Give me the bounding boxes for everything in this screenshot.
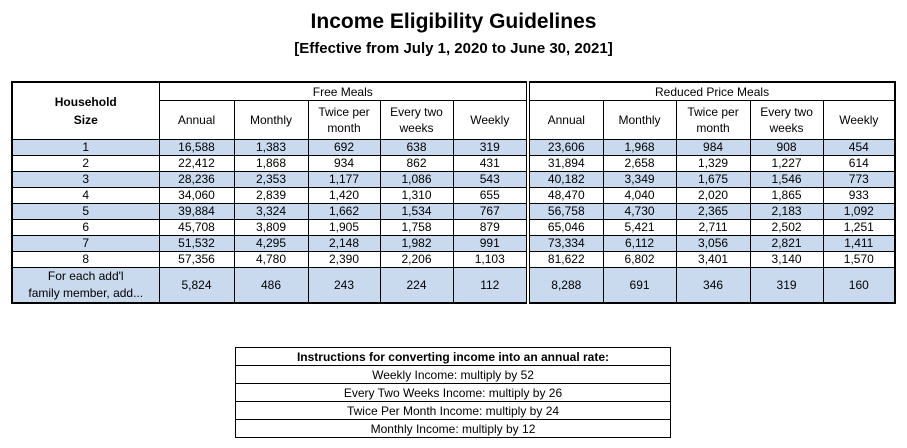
column-header-line: Every two [760,105,813,119]
free-value-cell: 934 [308,156,380,172]
reduced-value-cell: 23,606 [528,140,603,156]
household-size-cell: 7 [12,236,159,252]
reduced-value-cell: 1,570 [823,252,895,268]
reduced-value-cell: 40,182 [528,172,603,188]
free-value-cell: 692 [308,140,380,156]
reduced-value-cell: 6,112 [603,236,676,252]
reduced-additional-value: 160 [823,268,895,304]
reduced-additional-value: 691 [603,268,676,304]
free-value-cell: 543 [453,172,528,188]
table-row [12,252,895,268]
additional-label-line: For each add'l [47,269,124,283]
additional-label-line: family member, add... [28,286,144,300]
free-column-header [234,101,308,140]
reduced-value-cell: 1,968 [603,140,676,156]
reduced-value-cell: 1,251 [823,220,895,236]
column-header-line: Monthly [249,113,293,127]
table-row [12,140,895,156]
free-additional-value: 224 [380,268,453,304]
free-value-cell: 879 [453,220,528,236]
free-additional-value: 112 [453,268,528,304]
reduced-value-cell: 454 [823,140,895,156]
household-size-cell: 3 [12,172,159,188]
reduced-value-cell: 2,711 [676,220,750,236]
household-size-header [12,82,159,140]
column-header-line: month [327,121,361,135]
reduced-value-cell: 48,470 [528,188,603,204]
eligibility-table [11,81,896,304]
column-header-line: weeks [769,121,804,135]
table-row [12,220,895,236]
free-value-cell: 22,412 [159,156,234,172]
household-header-line-2: Size [73,113,98,127]
reduced-value-cell: 81,622 [528,252,603,268]
reduced-value-cell: 65,046 [528,220,603,236]
additional-member-label [12,268,159,304]
table-row [12,204,895,220]
reduced-value-cell: 2,365 [676,204,750,220]
reduced-value-cell: 4,730 [603,204,676,220]
free-column-header [159,101,234,140]
reduced-column-header [823,101,895,140]
table-row [12,236,895,252]
reduced-value-cell: 1,092 [823,204,895,220]
household-size-cell: 5 [12,204,159,220]
column-header-line: Twice per [318,105,370,119]
reduced-value-cell: 56,758 [528,204,603,220]
free-value-cell: 2,390 [308,252,380,268]
table-row [12,188,895,204]
free-value-cell: 431 [453,156,528,172]
reduced-value-cell: 2,502 [750,220,823,236]
instruction-line: Every Two Weeks Income: multiply by 26 [236,384,671,402]
instruction-line: Monthly Income: multiply by 12 [236,420,671,438]
reduced-value-cell: 6,802 [603,252,676,268]
household-size-cell: 8 [12,252,159,268]
column-header-line: Annual [177,113,216,127]
reduced-value-cell: 2,658 [603,156,676,172]
reduced-value-cell: 908 [750,140,823,156]
reduced-value-cell: 3,056 [676,236,750,252]
column-header-line: Monthly [618,113,661,127]
column-header-line: weeks [399,121,434,135]
reduced-value-cell: 4,040 [603,188,676,204]
free-value-cell: 4,780 [234,252,308,268]
reduced-value-cell: 1,227 [750,156,823,172]
free-value-cell: 28,236 [159,172,234,188]
free-value-cell: 2,839 [234,188,308,204]
free-value-cell: 2,148 [308,236,380,252]
reduced-column-header [528,101,603,140]
reduced-value-cell: 3,401 [676,252,750,268]
free-value-cell: 1,420 [308,188,380,204]
free-value-cell: 3,324 [234,204,308,220]
reduced-value-cell: 73,334 [528,236,603,252]
column-header-line: Twice per [687,105,739,119]
free-value-cell: 655 [453,188,528,204]
instruction-line: Twice Per Month Income: multiply by 24 [236,402,671,420]
reduced-value-cell: 2,821 [750,236,823,252]
column-header-line: Every two [390,105,443,119]
page-title: Income Eligibility Guidelines [310,10,597,33]
free-additional-value: 243 [308,268,380,304]
additional-member-row [12,268,895,304]
table-row [12,156,895,172]
free-value-cell: 2,353 [234,172,308,188]
free-value-cell: 991 [453,236,528,252]
household-size-cell: 1 [12,140,159,156]
column-header-line: month [696,121,730,135]
reduced-additional-value: 319 [750,268,823,304]
column-header-line: Weekly [839,113,879,127]
reduced-additional-value: 346 [676,268,750,304]
reduced-value-cell: 984 [676,140,750,156]
free-value-cell: 34,060 [159,188,234,204]
household-size-cell: 6 [12,220,159,236]
free-meals-header: Free Meals [159,82,528,101]
reduced-value-cell: 1,411 [823,236,895,252]
household-header-line-1: Household [54,95,117,109]
free-value-cell: 45,708 [159,220,234,236]
free-column-header [453,101,528,140]
reduced-value-cell: 5,421 [603,220,676,236]
free-value-cell: 1,103 [453,252,528,268]
free-value-cell: 1,982 [380,236,453,252]
free-value-cell: 1,310 [380,188,453,204]
reduced-value-cell: 3,140 [750,252,823,268]
free-additional-value: 486 [234,268,308,304]
free-value-cell: 1,383 [234,140,308,156]
instructions-header: Instructions for converting income into an annual rate: [236,348,671,366]
reduced-value-cell: 1,546 [750,172,823,188]
free-value-cell: 1,662 [308,204,380,220]
reduced-value-cell: 1,329 [676,156,750,172]
reduced-value-cell: 31,894 [528,156,603,172]
free-value-cell: 1,758 [380,220,453,236]
free-value-cell: 57,356 [159,252,234,268]
page-subtitle: [Effective from July 1, 2020 to June 30, 2021] [294,40,613,57]
instruction-line: Weekly Income: multiply by 52 [236,366,671,384]
free-value-cell: 319 [453,140,528,156]
column-header-line: Annual [547,113,585,127]
column-header-line: Weekly [470,113,510,127]
reduced-value-cell: 2,183 [750,204,823,220]
free-value-cell: 1,177 [308,172,380,188]
free-value-cell: 16,588 [159,140,234,156]
reduced-value-cell: 773 [823,172,895,188]
free-value-cell: 2,206 [380,252,453,268]
reduced-value-cell: 933 [823,188,895,204]
free-column-header [308,101,380,140]
reduced-additional-value: 8,288 [528,268,603,304]
free-value-cell: 862 [380,156,453,172]
reduced-value-cell: 1,865 [750,188,823,204]
table-row [12,172,895,188]
free-value-cell: 1,534 [380,204,453,220]
reduced-value-cell: 2,020 [676,188,750,204]
reduced-value-cell: 614 [823,156,895,172]
free-value-cell: 51,532 [159,236,234,252]
free-value-cell: 767 [453,204,528,220]
free-column-header [380,101,453,140]
free-value-cell: 1,086 [380,172,453,188]
instructions-box [235,347,671,438]
free-value-cell: 4,295 [234,236,308,252]
free-value-cell: 638 [380,140,453,156]
free-value-cell: 3,809 [234,220,308,236]
free-value-cell: 1,868 [234,156,308,172]
reduced-column-header [603,101,676,140]
reduced-column-header [676,101,750,140]
free-additional-value: 5,824 [159,268,234,304]
free-value-cell: 1,905 [308,220,380,236]
reduced-value-cell: 1,675 [676,172,750,188]
household-size-cell: 2 [12,156,159,172]
reduced-value-cell: 3,349 [603,172,676,188]
household-size-cell: 4 [12,188,159,204]
reduced-column-header [750,101,823,140]
free-value-cell: 39,884 [159,204,234,220]
reduced-meals-header: Reduced Price Meals [528,82,895,101]
